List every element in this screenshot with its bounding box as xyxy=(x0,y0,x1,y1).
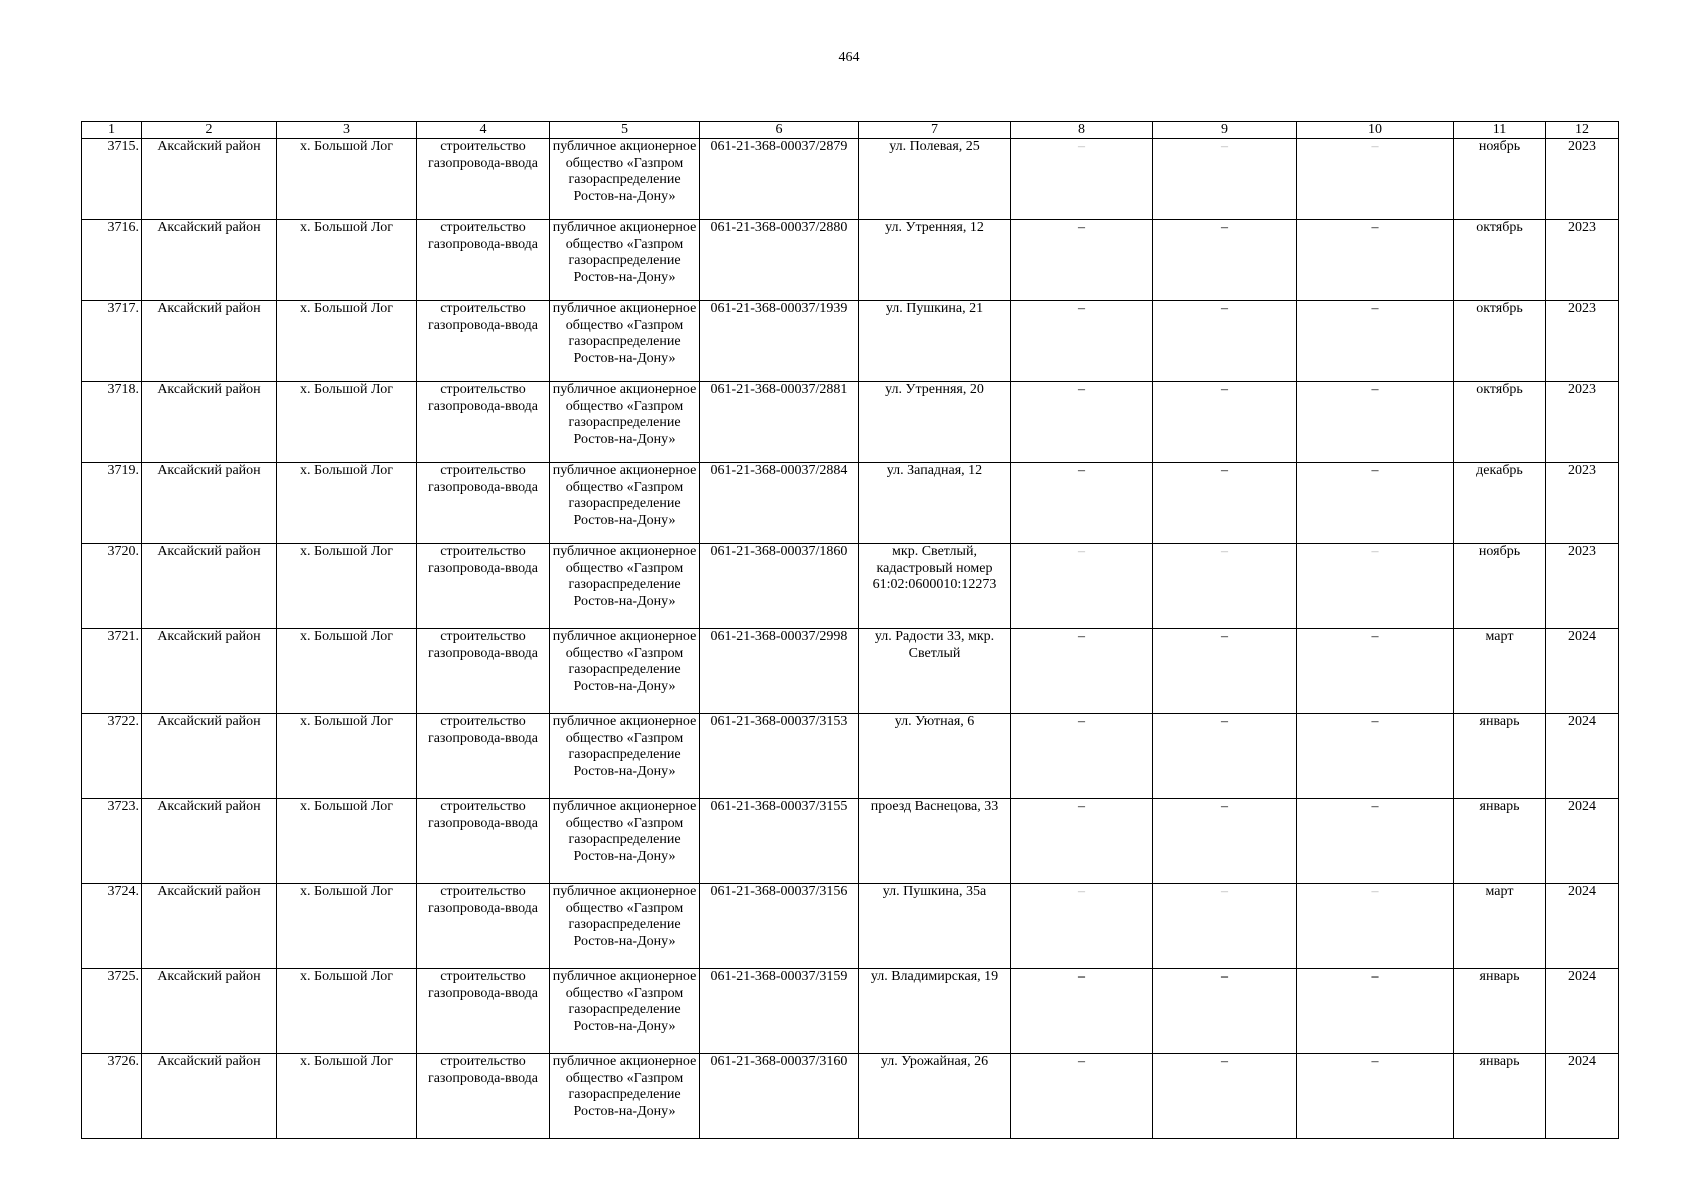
dash-mark: – xyxy=(1371,799,1379,814)
dash-mark: – xyxy=(1221,544,1228,559)
year-cell: 2024 xyxy=(1546,969,1619,1054)
row-number-cell: 3725. xyxy=(82,969,142,1054)
month-cell: декабрь xyxy=(1454,463,1546,544)
work-type-cell: строительство газопровода-ввода xyxy=(417,1054,550,1139)
table-row xyxy=(82,301,1619,382)
dash-mark: – xyxy=(1078,382,1085,397)
row-number-cell: 3726. xyxy=(82,1054,142,1139)
column-8-cell xyxy=(1011,220,1153,301)
row-number-cell: 3717. xyxy=(82,301,142,382)
month-cell: январь xyxy=(1454,714,1546,799)
registration-code-cell: 061-21-368-00037/2879 xyxy=(700,139,859,220)
header-cell: 11 xyxy=(1454,122,1546,139)
month-cell: март xyxy=(1454,884,1546,969)
header-cell: 10 xyxy=(1297,122,1454,139)
organization-cell: публичное акционерное общество «Газпром газораспределение Ростов-на-Дону» xyxy=(550,884,700,969)
registration-code-cell: 061-21-368-00037/3160 xyxy=(700,1054,859,1139)
column-10-cell xyxy=(1297,969,1454,1054)
address-cell: ул. Западная, 12 xyxy=(859,463,1011,544)
column-9-cell xyxy=(1153,544,1297,629)
organization-cell: публичное акционерное общество «Газпром газораспределение Ростов-на-Дону» xyxy=(550,1054,700,1139)
registration-code-cell: 061-21-368-00037/3156 xyxy=(700,884,859,969)
dash-mark: – xyxy=(1078,799,1085,814)
column-9-cell xyxy=(1153,382,1297,463)
table-body xyxy=(82,139,1619,1139)
address-cell: ул. Урожайная, 26 xyxy=(859,1054,1011,1139)
address-cell: ул. Радости 33, мкр. Светлый xyxy=(859,629,1011,714)
address-cell: проезд Васнецова, 33 xyxy=(859,799,1011,884)
settlement-cell: х. Большой Лог xyxy=(277,301,417,382)
dash-mark: – xyxy=(1371,382,1379,397)
table-row xyxy=(82,799,1619,884)
year-cell: 2024 xyxy=(1546,799,1619,884)
address-cell: ул. Утренняя, 12 xyxy=(859,220,1011,301)
registration-code-cell: 061-21-368-00037/3155 xyxy=(700,799,859,884)
work-type-cell: строительство газопровода-ввода xyxy=(417,714,550,799)
column-10-cell xyxy=(1297,799,1454,884)
year-cell: 2023 xyxy=(1546,382,1619,463)
dash-mark: – xyxy=(1221,139,1228,154)
month-cell: ноябрь xyxy=(1454,139,1546,220)
organization-cell: публичное акционерное общество «Газпром газораспределение Ростов-на-Дону» xyxy=(550,629,700,714)
address-cell: ул. Утренняя, 20 xyxy=(859,382,1011,463)
header-cell: 7 xyxy=(859,122,1011,139)
year-cell: 2023 xyxy=(1546,220,1619,301)
column-8-cell xyxy=(1011,1054,1153,1139)
settlement-cell: х. Большой Лог xyxy=(277,969,417,1054)
district-cell: Аксайский район xyxy=(142,799,277,884)
column-8-cell xyxy=(1011,463,1153,544)
dash-mark: – xyxy=(1221,1054,1228,1069)
registration-code-cell: 061-21-368-00037/2998 xyxy=(700,629,859,714)
year-cell: 2024 xyxy=(1546,714,1619,799)
month-cell: октябрь xyxy=(1454,382,1546,463)
column-9-cell xyxy=(1153,1054,1297,1139)
month-cell: ноябрь xyxy=(1454,544,1546,629)
district-cell: Аксайский район xyxy=(142,629,277,714)
year-cell: 2024 xyxy=(1546,629,1619,714)
header-cell: 3 xyxy=(277,122,417,139)
table-row xyxy=(82,220,1619,301)
column-9-cell xyxy=(1153,139,1297,220)
registration-code-cell: 061-21-368-00037/3159 xyxy=(700,969,859,1054)
work-type-cell: строительство газопровода-ввода xyxy=(417,220,550,301)
column-9-cell xyxy=(1153,884,1297,969)
column-8-cell xyxy=(1011,382,1153,463)
dash-mark: – xyxy=(1221,714,1228,729)
district-cell: Аксайский район xyxy=(142,463,277,544)
header-cell: 2 xyxy=(142,122,277,139)
dash-mark: – xyxy=(1221,382,1228,397)
dash-mark: – xyxy=(1078,714,1085,729)
organization-cell: публичное акционерное общество «Газпром газораспределение Ростов-на-Дону» xyxy=(550,463,700,544)
address-cell: ул. Пушкина, 21 xyxy=(859,301,1011,382)
table-row xyxy=(82,884,1619,969)
dash-mark: – xyxy=(1371,969,1379,984)
column-10-cell xyxy=(1297,139,1454,220)
dash-mark: – xyxy=(1078,139,1085,154)
settlement-cell: х. Большой Лог xyxy=(277,220,417,301)
month-cell: март xyxy=(1454,629,1546,714)
work-type-cell: строительство газопровода-ввода xyxy=(417,544,550,629)
dash-mark: – xyxy=(1371,544,1379,559)
registration-code-cell: 061-21-368-00037/1860 xyxy=(700,544,859,629)
district-cell: Аксайский район xyxy=(142,301,277,382)
work-type-cell: строительство газопровода-ввода xyxy=(417,799,550,884)
dash-mark: – xyxy=(1371,139,1379,154)
column-10-cell xyxy=(1297,301,1454,382)
district-cell: Аксайский район xyxy=(142,1054,277,1139)
registration-code-cell: 061-21-368-00037/1939 xyxy=(700,301,859,382)
column-10-cell xyxy=(1297,220,1454,301)
district-cell: Аксайский район xyxy=(142,139,277,220)
address-cell: ул. Полевая, 25 xyxy=(859,139,1011,220)
month-cell: октябрь xyxy=(1454,220,1546,301)
year-cell: 2023 xyxy=(1546,301,1619,382)
header-cell: 9 xyxy=(1153,122,1297,139)
work-type-cell: строительство газопровода-ввода xyxy=(417,884,550,969)
organization-cell: публичное акционерное общество «Газпром газораспределение Ростов-на-Дону» xyxy=(550,301,700,382)
month-cell: январь xyxy=(1454,799,1546,884)
dash-mark: – xyxy=(1371,884,1379,899)
registration-code-cell: 061-21-368-00037/2884 xyxy=(700,463,859,544)
row-number-cell: 3720. xyxy=(82,544,142,629)
settlement-cell: х. Большой Лог xyxy=(277,629,417,714)
column-10-cell xyxy=(1297,544,1454,629)
table-row xyxy=(82,463,1619,544)
column-9-cell xyxy=(1153,714,1297,799)
settlement-cell: х. Большой Лог xyxy=(277,1054,417,1139)
district-cell: Аксайский район xyxy=(142,969,277,1054)
year-cell: 2023 xyxy=(1546,544,1619,629)
page-number: 464 xyxy=(838,50,860,65)
column-9-cell xyxy=(1153,969,1297,1054)
organization-cell: публичное акционерное общество «Газпром газораспределение Ростов-на-Дону» xyxy=(550,139,700,220)
column-10-cell xyxy=(1297,884,1454,969)
dash-mark: – xyxy=(1371,463,1379,478)
column-10-cell xyxy=(1297,714,1454,799)
work-type-cell: строительство газопровода-ввода xyxy=(417,301,550,382)
work-type-cell: строительство газопровода-ввода xyxy=(417,463,550,544)
row-number-cell: 3724. xyxy=(82,884,142,969)
row-number-cell: 3718. xyxy=(82,382,142,463)
column-9-cell xyxy=(1153,463,1297,544)
row-number-cell: 3716. xyxy=(82,220,142,301)
dash-mark: – xyxy=(1078,969,1085,984)
dash-mark: – xyxy=(1371,714,1379,729)
dash-mark: – xyxy=(1221,629,1228,644)
table-row xyxy=(82,629,1619,714)
column-8-cell xyxy=(1011,799,1153,884)
organization-cell: публичное акционерное общество «Газпром газораспределение Ростов-на-Дону» xyxy=(550,714,700,799)
settlement-cell: х. Большой Лог xyxy=(277,139,417,220)
district-cell: Аксайский район xyxy=(142,220,277,301)
column-8-cell xyxy=(1011,139,1153,220)
organization-cell: публичное акционерное общество «Газпром газораспределение Ростов-на-Дону» xyxy=(550,544,700,629)
row-number-cell: 3715. xyxy=(82,139,142,220)
table-row xyxy=(82,382,1619,463)
header-cell: 5 xyxy=(550,122,700,139)
organization-cell: публичное акционерное общество «Газпром газораспределение Ростов-на-Дону» xyxy=(550,382,700,463)
dash-mark: – xyxy=(1371,629,1379,644)
settlement-cell: х. Большой Лог xyxy=(277,714,417,799)
organization-cell: публичное акционерное общество «Газпром газораспределение Ростов-на-Дону» xyxy=(550,799,700,884)
row-number-cell: 3721. xyxy=(82,629,142,714)
dash-mark: – xyxy=(1221,463,1228,478)
address-cell: мкр. Светлый, кадастровый номер 61:02:0600010:12273 xyxy=(859,544,1011,629)
column-9-cell xyxy=(1153,799,1297,884)
column-10-cell xyxy=(1297,1054,1454,1139)
table-row xyxy=(82,1054,1619,1139)
month-cell: январь xyxy=(1454,969,1546,1054)
column-9-cell xyxy=(1153,629,1297,714)
year-cell: 2023 xyxy=(1546,139,1619,220)
header-cell: 8 xyxy=(1011,122,1153,139)
row-number-cell: 3723. xyxy=(82,799,142,884)
district-cell: Аксайский район xyxy=(142,382,277,463)
dash-mark: – xyxy=(1371,1054,1379,1069)
settlement-cell: х. Большой Лог xyxy=(277,544,417,629)
column-8-cell xyxy=(1011,884,1153,969)
year-cell: 2024 xyxy=(1546,884,1619,969)
address-cell: ул. Пушкина, 35а xyxy=(859,884,1011,969)
month-cell: октябрь xyxy=(1454,301,1546,382)
column-8-cell xyxy=(1011,714,1153,799)
table-row xyxy=(82,139,1619,220)
table-row xyxy=(82,969,1619,1054)
dash-mark: – xyxy=(1078,544,1085,559)
row-number-cell: 3719. xyxy=(82,463,142,544)
district-cell: Аксайский район xyxy=(142,714,277,799)
registration-code-cell: 061-21-368-00037/2881 xyxy=(700,382,859,463)
column-8-cell xyxy=(1011,544,1153,629)
table-row xyxy=(82,544,1619,629)
table-row xyxy=(82,714,1619,799)
header-row xyxy=(82,122,1619,139)
dash-mark: – xyxy=(1221,799,1228,814)
column-8-cell xyxy=(1011,629,1153,714)
address-cell: ул. Владимирская, 19 xyxy=(859,969,1011,1054)
dash-mark: – xyxy=(1078,1054,1085,1069)
district-cell: Аксайский район xyxy=(142,544,277,629)
year-cell: 2023 xyxy=(1546,463,1619,544)
column-10-cell xyxy=(1297,382,1454,463)
header-cell: 6 xyxy=(700,122,859,139)
work-type-cell: строительство газопровода-ввода xyxy=(417,139,550,220)
settlement-cell: х. Большой Лог xyxy=(277,799,417,884)
dash-mark: – xyxy=(1078,463,1085,478)
month-cell: январь xyxy=(1454,1054,1546,1139)
dash-mark: – xyxy=(1078,629,1085,644)
district-cell: Аксайский район xyxy=(142,884,277,969)
column-9-cell xyxy=(1153,220,1297,301)
registration-code-cell: 061-21-368-00037/2880 xyxy=(700,220,859,301)
organization-cell: публичное акционерное общество «Газпром газораспределение Ростов-на-Дону» xyxy=(550,969,700,1054)
settlement-cell: х. Большой Лог xyxy=(277,382,417,463)
header-cell: 1 xyxy=(82,122,142,139)
header-cell: 12 xyxy=(1546,122,1619,139)
organization-cell: публичное акционерное общество «Газпром газораспределение Ростов-на-Дону» xyxy=(550,220,700,301)
table-header xyxy=(82,122,1619,139)
settlement-cell: х. Большой Лог xyxy=(277,884,417,969)
dash-mark: – xyxy=(1371,301,1379,316)
settlement-cell: х. Большой Лог xyxy=(277,463,417,544)
registration-code-cell: 061-21-368-00037/3153 xyxy=(700,714,859,799)
dash-mark: – xyxy=(1221,301,1228,316)
work-type-cell: строительство газопровода-ввода xyxy=(417,629,550,714)
column-9-cell xyxy=(1153,301,1297,382)
work-type-cell: строительство газопровода-ввода xyxy=(417,382,550,463)
dash-mark: – xyxy=(1078,301,1085,316)
dash-mark: – xyxy=(1078,884,1085,899)
column-10-cell xyxy=(1297,463,1454,544)
year-cell: 2024 xyxy=(1546,1054,1619,1139)
work-type-cell: строительство газопровода-ввода xyxy=(417,969,550,1054)
dash-mark: – xyxy=(1221,969,1228,984)
dash-mark: – xyxy=(1371,220,1379,235)
column-10-cell xyxy=(1297,629,1454,714)
row-number-cell: 3722. xyxy=(82,714,142,799)
column-8-cell xyxy=(1011,969,1153,1054)
registry-table xyxy=(81,121,1619,1139)
column-8-cell xyxy=(1011,301,1153,382)
dash-mark: – xyxy=(1221,220,1228,235)
dash-mark: – xyxy=(1221,884,1228,899)
dash-mark: – xyxy=(1078,220,1085,235)
header-cell: 4 xyxy=(417,122,550,139)
address-cell: ул. Уютная, 6 xyxy=(859,714,1011,799)
